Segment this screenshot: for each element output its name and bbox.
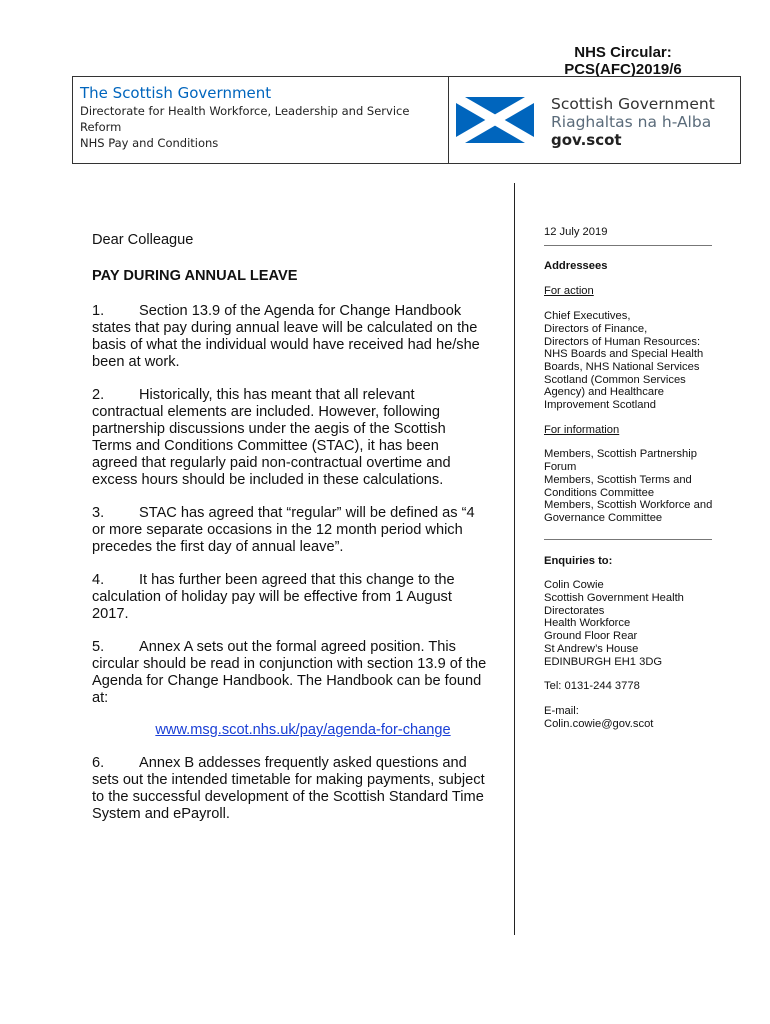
circular-reference [548,44,698,78]
organisation-name: The Scottish Government [80,84,272,102]
paragraph-text: Annex B addesses frequently asked questions and sets out the intended timetable for making payments, subject to the successful development of the Scottish Standard Time System and ePayroll. [92,755,485,822]
contact-address [544,579,734,668]
for-action-heading: For action [544,285,594,298]
list-item: Conditions Committee [544,486,655,499]
logo-gaelic-name: Riaghaltas na h-Alba [551,113,712,131]
paragraph-number: 2. [92,387,105,403]
letterhead [72,76,741,164]
contact-line: Scottish Government Health [544,592,684,605]
directorate-line-1: Directorate for Health Workforce, Leadership and Service [80,104,410,118]
circular-date: 12 July 2019 [544,226,608,238]
paragraph-3 [92,505,488,556]
contact-email[interactable]: Colin.cowie@gov.scot [544,717,654,730]
logo-english-name: Scottish Government [551,95,715,113]
scottish-government-logo [456,91,738,151]
list-item: Boards, NHS National Services [544,360,700,373]
saltire-flag-icon [456,97,534,143]
paragraph-text: Section 13.9 of the Agenda for Change Handbook states that pay during annual leave will be calculated on the basis of what the individual would have received had he/she been at work. [92,303,480,370]
paragraph-text: It has further been agreed that this change to the calculation of holiday pay will be effective from 1 August 2017. [92,572,455,622]
letter-body [92,232,488,839]
handbook-link[interactable]: www.msg.scot.nhs.uk/pay/agenda-for-change [155,722,451,738]
paragraph-1 [92,303,488,371]
handbook-link-line [118,722,488,739]
list-item: Agency) and Healthcare [544,386,665,399]
paragraph-text: STAC has agreed that “regular” will be defined as “4 or more separate occasions in the 12 month period which precedes the first day of annual leave”. [92,505,475,555]
letterhead-organisation [73,77,449,163]
directorate-line-2: Reform [80,120,122,134]
contact-line: Directorates [544,604,605,617]
logo-wordmark [551,95,715,149]
list-item: Members, Scottish Partnership [544,448,697,461]
list-item: Governance Committee [544,511,663,524]
list-item: Members, Scottish Workforce and [544,499,713,512]
circular-number: PCS(AFC)2019/6 [564,61,682,78]
contact-line: Colin Cowie [544,579,604,592]
list-item: Members, Scottish Terms and [544,473,692,486]
contact-line: EDINBURGH EH1 3DG [544,655,663,668]
addressees-sidebar [544,226,734,730]
enquiries-heading: Enquiries to: [544,554,613,567]
list-item: Scotland (Common Services [544,373,686,386]
sidebar-rule [544,245,712,246]
email-label: E-mail: [544,704,579,717]
list-item: Forum [544,461,577,474]
addressees-heading: Addressees [544,259,608,272]
paragraph-5 [92,639,488,707]
for-information-heading: For information [544,423,620,436]
paragraph-6 [92,755,488,823]
paragraph-text: Historically, this has meant that all relevant contractual elements are included. However, following partnership discussions under the aegis of the Scottish Terms and Conditions Committee (STAC), it has been agreed that regularly paid non-contractual overtime and excess hours should be included in these calculations. [92,387,451,488]
paragraph-2 [92,387,488,489]
for-action-list [544,310,734,412]
paragraph-number: 3. [92,505,105,521]
list-item: NHS Boards and Special Health [544,348,704,361]
sidebar-rule [544,539,712,540]
contact-line: Health Workforce [544,617,631,630]
paragraph-number: 6. [92,755,105,771]
salutation: Dear Colleague [92,232,194,248]
column-divider [514,183,515,935]
logo-domain: gov.scot [551,131,622,149]
division-name: NHS Pay and Conditions [80,136,219,150]
paragraph-number: 1. [92,303,105,319]
contact-line: St Andrew’s House [544,642,639,655]
list-item: Directors of Human Resources: [544,335,701,348]
for-information-list [544,448,734,524]
paragraph-4 [92,572,488,623]
paragraph-number: 4. [92,572,105,588]
list-item: Directors of Finance, [544,322,648,335]
contact-telephone: Tel: 0131-244 3778 [544,680,640,693]
paragraph-text: Annex A sets out the formal agreed position. This circular should be read in conjunction with section 13.9 of the Agenda for Change Handbook. The Handbook can be found at: [92,639,487,706]
list-item: Improvement Scotland [544,399,656,412]
paragraph-number: 5. [92,639,105,655]
letter-title: PAY DURING ANNUAL LEAVE [92,268,298,284]
circular-label: NHS Circular: [574,44,672,61]
list-item: Chief Executives, [544,310,631,323]
contact-line: Ground Floor Rear [544,630,638,643]
